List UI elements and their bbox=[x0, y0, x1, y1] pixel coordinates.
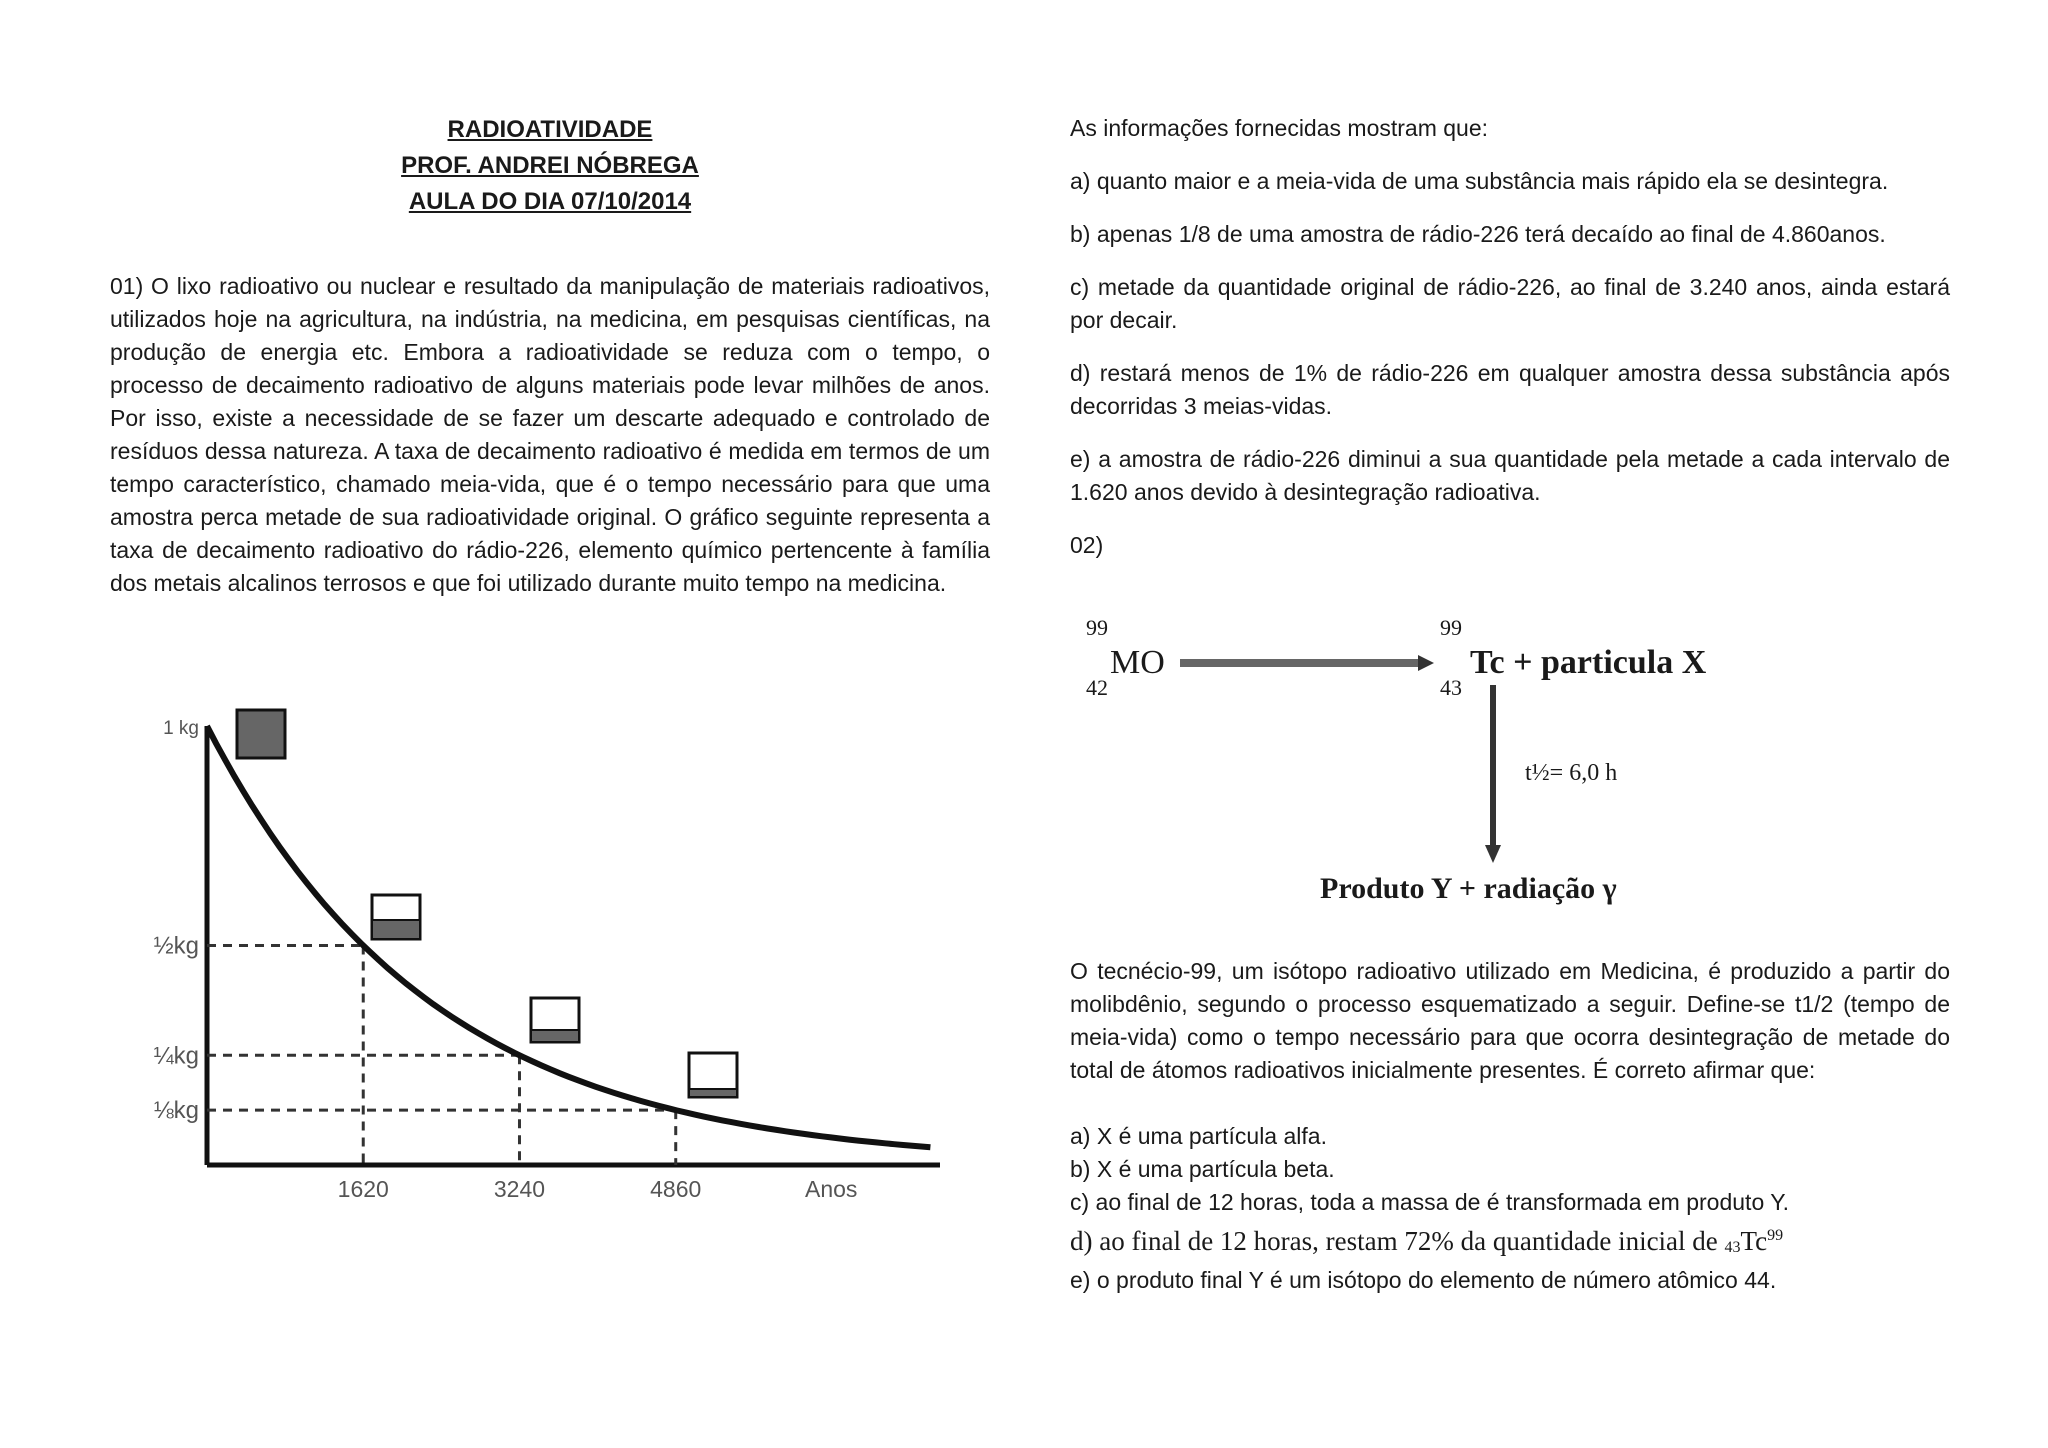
product-atomic-number: 43 bbox=[1440, 675, 1462, 700]
q2-option-d-atomic-number: 43 bbox=[1724, 1239, 1741, 1256]
q2-option-d-text: d) ao final de 12 horas, restam 72% da quantidade inicial de bbox=[1070, 1226, 1725, 1256]
left-column bbox=[110, 112, 990, 600]
question-2-options bbox=[1070, 1120, 1950, 1297]
reaction-diagram bbox=[1070, 605, 1770, 925]
x-tick-label: 1620 bbox=[337, 1176, 389, 1202]
q1-option-a: a) quanto maior e a meia-vida de uma substância mais rápido ela se desintegra. bbox=[1070, 168, 1889, 194]
q1-option-c: c) metade da quantidade original de rádio-226, ao final de 3.240 anos, ainda estará por decair. bbox=[1070, 274, 1950, 333]
sample-half-square bbox=[372, 895, 420, 939]
x-tick-labels bbox=[338, 1176, 702, 1202]
sample-eighth-square bbox=[689, 1053, 737, 1097]
class-date: AULA DO DIA 07/10/2014 bbox=[408, 188, 692, 215]
q1-option-b: b) apenas 1/8 de uma amostra de rádio-226 terá decaído ao final de 4.860anos. bbox=[1070, 221, 1886, 247]
q2-option-d bbox=[1070, 1219, 1950, 1264]
half-life-label: t½= 6,0 h bbox=[1525, 760, 1618, 786]
professor-name: PROF. ANDREI NÓBREGA bbox=[401, 152, 699, 179]
right-column bbox=[1070, 112, 1950, 582]
dashed-guides bbox=[207, 946, 676, 1166]
product-mass-number: 99 bbox=[1440, 615, 1462, 640]
x-axis-label: Anos bbox=[805, 1176, 858, 1202]
sample-full-square bbox=[237, 710, 285, 758]
question-1-text: 01) O lixo radioativo ou nuclear e resultado da manipulação de materiais radioativos, utilizados hoje na agricultura, na indústria, na medicina, em pesquisas científicas, na produção de energia etc. Embora a radioatividade se reduza com o tempo, o processo de decaimento radioativo de alguns materiais pode levar milhões de anos. Por isso, existe a necessidade de se fazer um descarte adequado e controlado de resíduos dessa natureza. A taxa de decaimento radioativo é medida em termos de um tempo característico, chamado meia-vida, que é o tempo necessário para que uma amostra perca metade de sua radioatividade original. O gráfico seguinte representa a taxa de decaimento radioativo do rádio-226, elemento químico pertencente à família dos metais alcalinos terrosos e que foi utilizado durante muito tempo na medicina. bbox=[110, 273, 990, 596]
decay-curve bbox=[207, 726, 930, 1147]
document-title: RADIOATIVIDADE bbox=[447, 116, 653, 143]
q1-intro: As informações fornecidas mostram que: bbox=[1070, 115, 1489, 141]
question-2-text: O tecnécio-99, um isótopo radioativo utilizado em Medicina, é produzido a partir do molibdênio, segundo o processo esquematizado a seguir. Define-se t1/2 (tempo de meia-vida) como o tempo necessário para que ocorra desintegração de metade do total de átomos radioativos inicialmente presentes. É correto afirmar que: bbox=[1070, 958, 1950, 1083]
reaction-arrowhead bbox=[1418, 655, 1434, 671]
q2-option-d-mass-number: 99 bbox=[1767, 1227, 1784, 1244]
q2-option-e: e) o produto final Y é um isótopo do elemento de número atômico 44. bbox=[1070, 1267, 1777, 1293]
reaction-diagram-svg bbox=[1070, 605, 1770, 925]
y-tick-label: 1 kg bbox=[163, 718, 199, 739]
decay-chart-svg bbox=[130, 700, 970, 1220]
q2-option-c: c) ao final de 12 horas, toda a massa de é transformada em produto Y. bbox=[1070, 1189, 1789, 1215]
decay-arrowhead bbox=[1485, 845, 1501, 863]
sample-quarter-square bbox=[531, 998, 579, 1042]
decay-chart bbox=[130, 700, 970, 1220]
q2-option-a: a) X é uma partícula alfa. bbox=[1070, 1123, 1327, 1149]
q2-option-d-element: Tc bbox=[1740, 1226, 1768, 1256]
question-2-number: 02) bbox=[1070, 532, 1104, 558]
q1-option-d: d) restará menos de 1% de rádio-226 em qualquer amostra dessa substância após decorridas 3 meias-vidas. bbox=[1070, 360, 1950, 419]
reactant-symbol: MO bbox=[1110, 644, 1165, 681]
y-tick-label: ⅛kg bbox=[153, 1097, 199, 1125]
y-tick-label: ½kg bbox=[153, 932, 199, 960]
product-expression: Tc + particula X bbox=[1470, 644, 1707, 681]
document-heading bbox=[110, 112, 990, 220]
q1-option-e: e) a amostra de rádio-226 diminui a sua quantidade pela metade a cada intervalo de 1.620 anos devido à desintegração radioativa. bbox=[1070, 446, 1950, 505]
x-tick-label: 4860 bbox=[650, 1176, 702, 1202]
q2-option-b: b) X é uma partícula beta. bbox=[1070, 1156, 1335, 1182]
reactant-mass-number: 99 bbox=[1086, 615, 1108, 640]
y-tick-labels bbox=[154, 718, 199, 1124]
x-tick-label: 3240 bbox=[493, 1176, 546, 1202]
question-2-block bbox=[1070, 955, 1950, 1297]
reactant-atomic-number: 42 bbox=[1086, 675, 1108, 700]
y-tick-label: ¼kg bbox=[153, 1042, 199, 1070]
final-product-expression: Produto Y + radiação γ bbox=[1320, 872, 1617, 905]
